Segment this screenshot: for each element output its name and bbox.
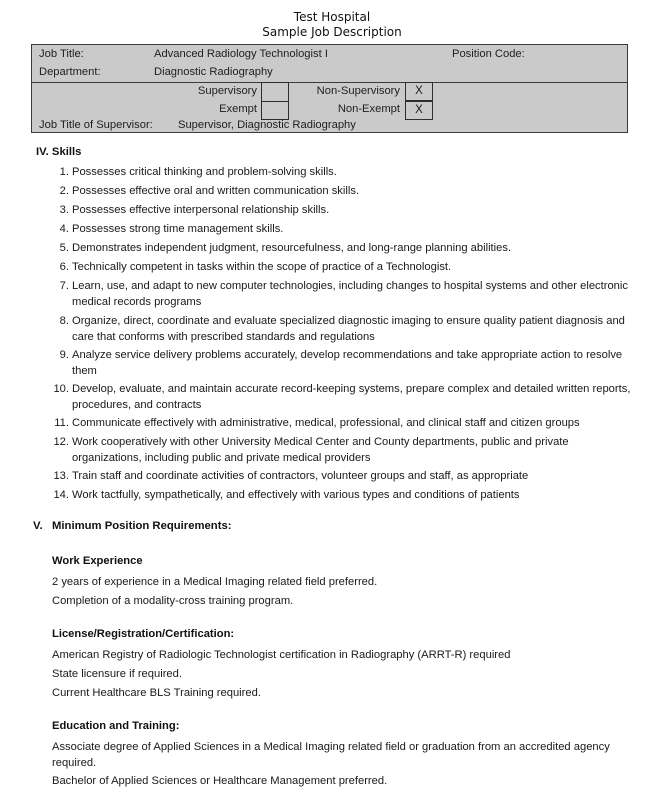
requirements-heading: Minimum Position Requirements: — [52, 520, 232, 532]
position-code-label: Position Code: — [452, 48, 525, 60]
non-exempt-checkbox[interactable] — [405, 101, 433, 120]
department-label: Department: — [39, 66, 101, 78]
education-heading: Education and Training: — [52, 720, 180, 732]
education-line: Bachelor of Applied Sciences or Healthcare Management preferred. — [52, 775, 388, 787]
supervisor-title-label: Job Title of Supervisor: — [39, 119, 153, 131]
job-info-table — [31, 44, 628, 133]
skills-heading: IV. Skills — [36, 146, 82, 158]
supervisory-label: Supervisory — [197, 85, 257, 97]
work-experience-heading: Work Experience — [52, 555, 143, 567]
table-divider — [32, 82, 627, 83]
requirements-numeral: V. — [33, 520, 43, 532]
job-title-label: Job Title: — [39, 48, 84, 60]
license-line: State licensure if required. — [52, 668, 182, 680]
non-supervisory-label: Non-Supervisory — [316, 85, 400, 97]
education-line: Associate degree of Applied Sciences in a Medical Imaging related field or graduation from an accredited agency required. — [52, 741, 610, 769]
non-supervisory-checkbox[interactable] — [405, 82, 433, 101]
exempt-label: Exempt — [219, 103, 257, 115]
license-line: American Registry of Radiologic Technologist certification in Radiography (ARRT-R) required — [52, 649, 511, 661]
work-experience-line: Completion of a modality-cross training program. — [52, 595, 294, 607]
supervisor-title-value: Supervisor, Diagnostic Radiography — [178, 119, 356, 131]
exempt-checkbox[interactable] — [261, 101, 289, 120]
supervisory-checkbox[interactable] — [261, 82, 289, 101]
non-exempt-label: Non-Exempt — [337, 103, 400, 115]
license-line: Current Healthcare BLS Training required. — [52, 687, 261, 699]
work-experience-line: 2 years of experience in a Medical Imaging related field preferred. — [52, 576, 378, 588]
document-subtitle: Sample Job Description — [262, 25, 402, 39]
non-exempt-mark: X — [415, 104, 423, 116]
document-title: Test Hospital — [293, 10, 371, 24]
department-value: Diagnostic Radiography — [154, 66, 273, 78]
non-supervisory-mark: X — [415, 85, 423, 97]
license-heading: License/Registration/Certification: — [52, 628, 235, 640]
job-title-value: Advanced Radiology Technologist I — [154, 48, 328, 60]
